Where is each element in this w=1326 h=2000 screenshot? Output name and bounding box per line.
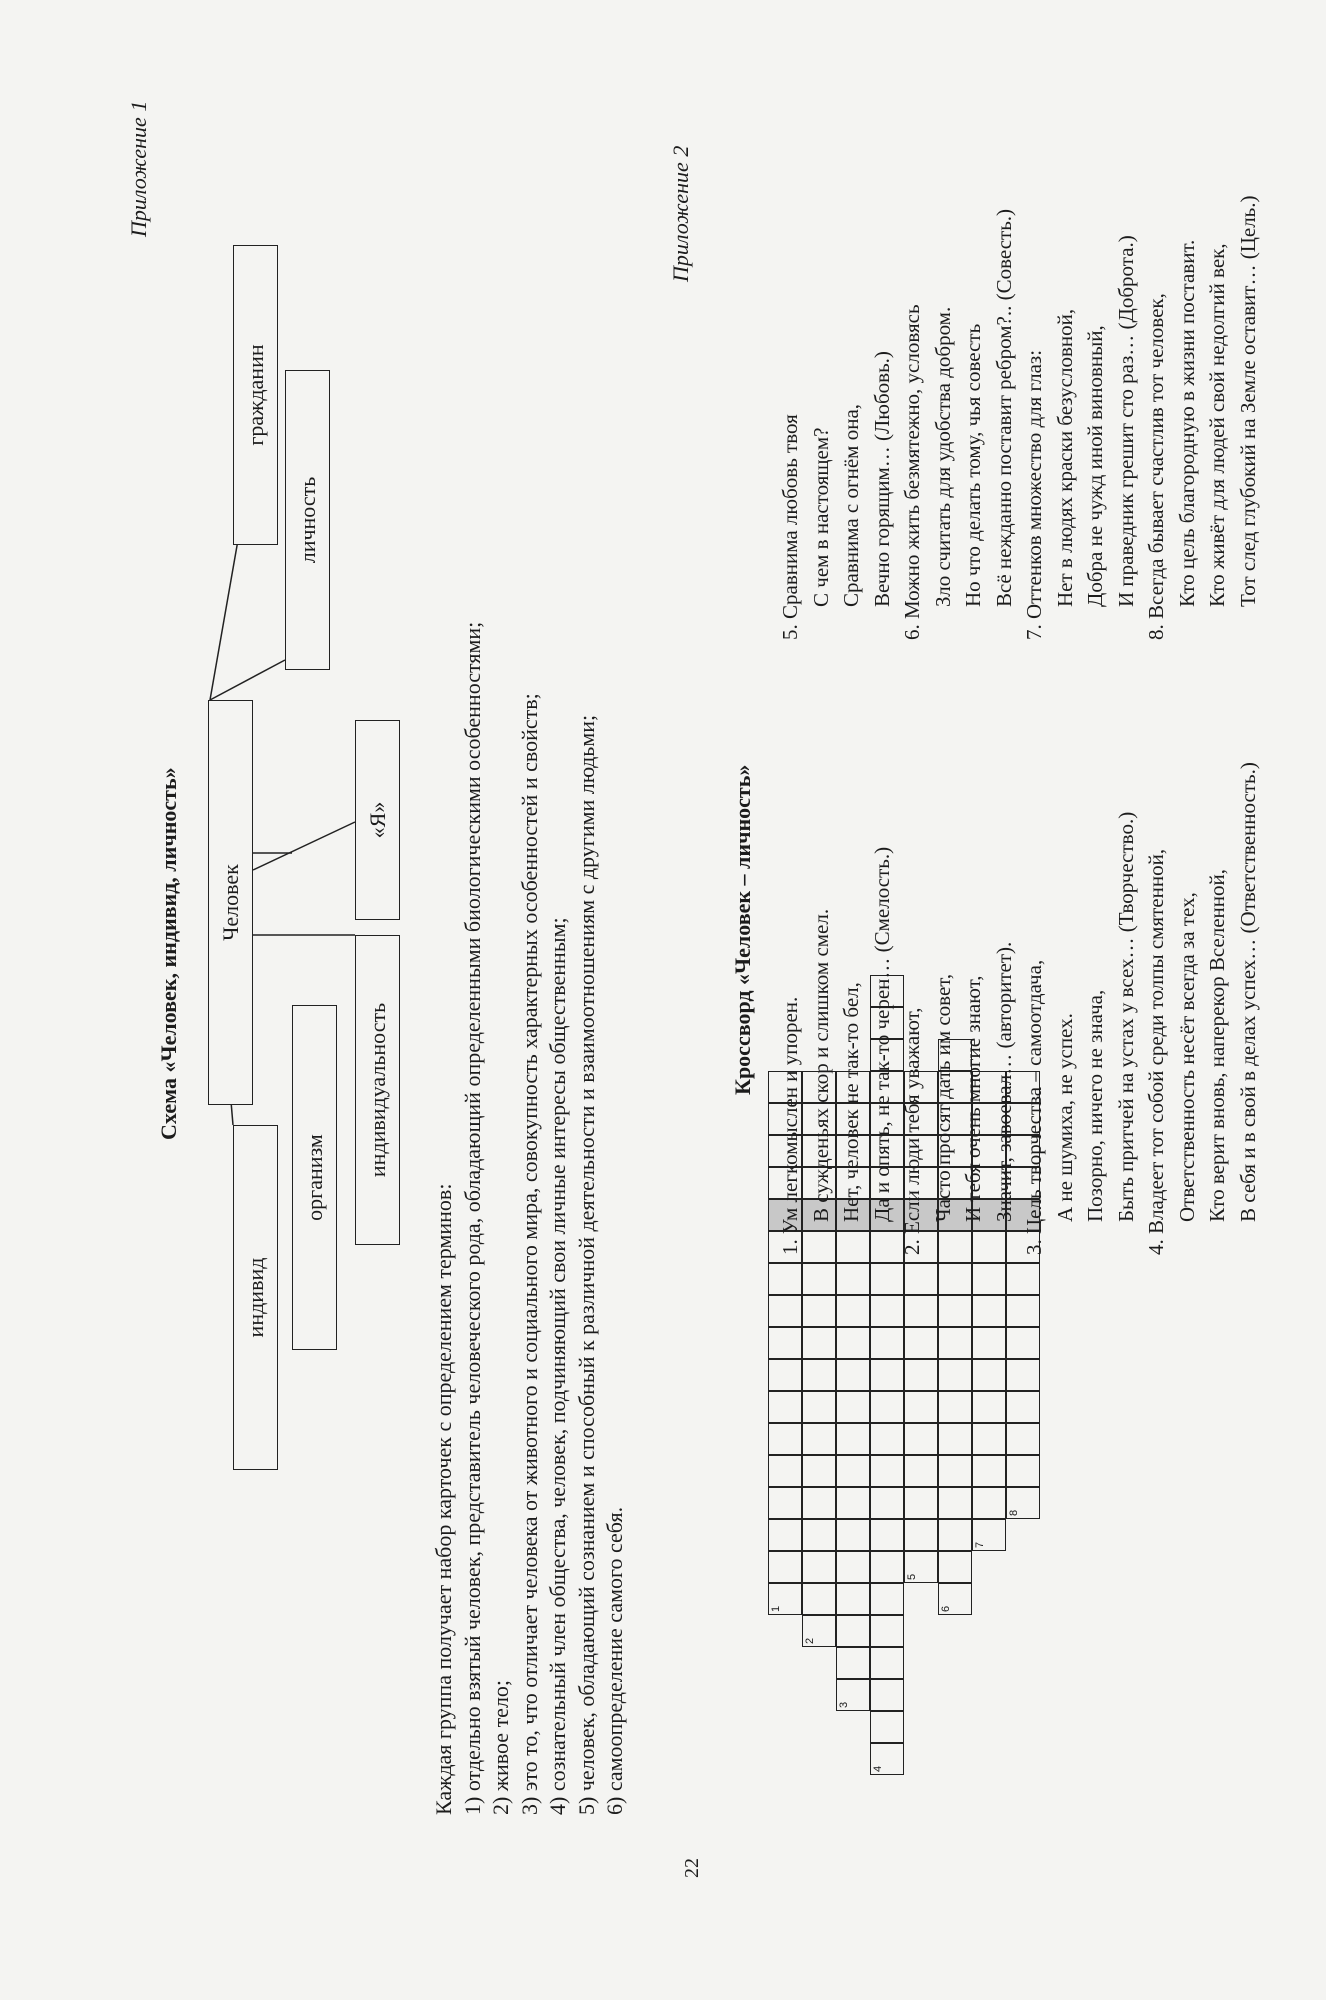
crossword-cell [802,1391,836,1423]
poem-line: В сужденьях скор и слишком смел. [808,908,833,1222]
crossword-cell [1006,1423,1040,1455]
crossword-cell [768,1487,802,1519]
poem-line: Быть притчей на устах у всех… (Творчество.) [1113,811,1138,1222]
crossword-title: Кроссворд «Человек – личность» [730,764,755,1095]
crossword-cell [768,1423,802,1455]
crossword-cell [870,1551,904,1583]
poem-line: Но что делать тому, чья совесть [961,323,985,607]
scheme-box-ya: «Я» [355,720,400,920]
crossword-number: 1 [770,1605,782,1612]
crossword-cell [802,1423,836,1455]
crossword-number: 3 [838,1701,850,1708]
crossword-cell [972,1455,1006,1487]
poem-line: Кто верит вновь, наперекор Вселенной, [1205,868,1229,1222]
crossword-cell [802,1487,836,1519]
line-to-ya [253,822,355,870]
crossword-cell [904,1455,938,1487]
poem-line: 8. Всегда бывает счастлив тот человек, [1144,293,1168,640]
crossword-cell [870,1359,904,1391]
crossword-cell [768,1263,802,1295]
crossword-cell [972,1487,1006,1519]
poem-line: Часто просят дать им совет, [930,973,955,1222]
crossword-cell [1006,1455,1040,1487]
crossword-cell [870,1487,904,1519]
crossword-cell [938,1551,972,1583]
poem-line: Добра не чужд иной виновный, [1083,325,1107,607]
crossword-cell [904,1391,938,1423]
crossword-cell [802,1295,836,1327]
crossword-cell [904,1263,938,1295]
crossword-cell [938,1359,972,1391]
poem-line: Ответственность несёт всегда за тех, [1174,892,1199,1222]
crossword-cell [836,1359,870,1391]
crossword-number: 4 [872,1765,884,1772]
crossword-cell [836,1263,870,1295]
poem-line: Зло считать для удобства добром. [930,306,955,607]
crossword-cell [768,1327,802,1359]
crossword-cell [768,1455,802,1487]
poem-line: Тот след глубокий на Земле оставит… (Цель.) [1235,195,1260,607]
crossword-cell [836,1295,870,1327]
crossword-cell [972,1391,1006,1423]
line-to-grazhdanin [210,540,238,700]
poem-line: В себя и в свой в делах успех… (Ответственность.) [1235,762,1260,1222]
crossword-cell [870,1327,904,1359]
crossword-cell [870,1391,904,1423]
poem-line: Да и опять, не так-то черен… (Смелость.) [869,846,894,1222]
poem-line: И праведник грешит сто раз… (Доброта.) [1113,235,1138,607]
crossword-cell [802,1263,836,1295]
poem-line: 5. Сравнима любовь твоя [778,414,802,640]
crossword-cell [904,1295,938,1327]
intro-definitions [430,622,630,1815]
poem-line: Нет, человек не так-то бел, [839,982,863,1222]
appendix-1-label: Приложение 1 [126,100,151,237]
poem-line: С чем в настоящем? [808,427,833,607]
crossword-cell [836,1423,870,1455]
crossword-cell [904,1359,938,1391]
crossword-cell [904,1327,938,1359]
crossword-cell [870,1263,904,1295]
crossword-cell [802,1455,836,1487]
crossword-cell [870,1519,904,1551]
poem-line: Позорно, ничего не значa, [1083,989,1107,1222]
poem-line: Всё нежданно поставит ребром?.. (Совесть.) [991,208,1016,607]
poem-line: Сравнима с огнём она, [839,403,863,607]
poem-line: Значит, завоевал… (авторитет). [991,941,1016,1222]
crossword-cell [972,1359,1006,1391]
crossword-cell [972,1263,1006,1295]
crossword-cell [870,1583,904,1615]
crossword-cell [768,1391,802,1423]
crossword-cell [938,1487,972,1519]
definition-5: 5) человек, обладающий сознанием и способный к различной деятельности и взаимоотношениям с другими людьми; [573,714,599,1815]
crossword-cell [836,1327,870,1359]
crossword-cell [836,1487,870,1519]
poem-line: 6. Можно жить безмятежно, условясь [900,304,924,640]
crossword-number: 7 [974,1541,986,1548]
poem-line: 1. Ум легкомыслен и упорен. [778,996,802,1255]
crossword-cell [802,1583,836,1615]
crossword-cell [938,1391,972,1423]
poems-left [775,762,1263,1255]
crossword-cell [938,1455,972,1487]
crossword-cell [870,1423,904,1455]
line-to-lichnost [210,660,285,700]
crossword-cell [938,1295,972,1327]
crossword-cell [836,1615,870,1647]
crossword-cell [972,1327,1006,1359]
crossword-cell [904,1487,938,1519]
crossword-cell [904,1423,938,1455]
poem-line: Нет в людях краски безусловной, [1052,308,1077,607]
crossword-cell [1006,1263,1040,1295]
crossword-cell [870,1295,904,1327]
scheme-box-grazhdanin: гражданин [233,245,278,545]
crossword-cell [836,1583,870,1615]
crossword-cell [836,1551,870,1583]
crossword-cell [972,1423,1006,1455]
poem-line: 2. Если люди тебя уважают, [900,1007,924,1255]
crossword-cell [768,1359,802,1391]
definition-4: 4) сознательный член общества, человек, подчиняющий свои личные интересы общественным; [545,917,570,1815]
poem-line: 4. Владеет тот собой среди толпы смятенной, [1144,848,1168,1255]
crossword-cell [1006,1295,1040,1327]
crossword-number: 2 [804,1637,816,1644]
scheme-box-organism: организм [292,1005,337,1350]
poem-line: И тебя очень многие знают, [961,975,985,1222]
poem-line: 7. Оттенков множество для глаз: [1022,349,1046,640]
crossword-cell [938,1423,972,1455]
crossword-cell [870,1455,904,1487]
poem-line: Вечно горящим… (Любовь.) [869,351,894,607]
crossword-cell [1006,1391,1040,1423]
scheme-title: Схема «Человек, индивид, личность» [156,767,181,1140]
crossword-cell [1006,1359,1040,1391]
scheme-box-chelovek: Человек [208,700,253,1105]
appendix-2-label: Приложение 2 [668,145,693,282]
crossword-cell [870,1647,904,1679]
crossword-cell [768,1519,802,1551]
poem-line: Кто живёт для людей свой недолгий век, [1205,243,1229,607]
scheme-box-lichnost: личность [285,370,330,670]
page-number: 22 [681,1858,703,1878]
crossword-number: 6 [940,1605,952,1612]
crossword-cell [836,1455,870,1487]
crossword-cell [802,1551,836,1583]
crossword-cell [870,1679,904,1711]
poem-line: Кто цель благородную в жизни поставит. [1174,239,1199,607]
crossword-cell [972,1295,1006,1327]
crossword-cell [802,1327,836,1359]
crossword-cell [802,1519,836,1551]
crossword-cell [938,1519,972,1551]
definition-3: 3) это то, что отличает человека от животного и социального мира, совокупность характерных особенностей и свойств; [516,693,542,1815]
crossword-cell [938,1327,972,1359]
crossword-cell [938,1263,972,1295]
crossword-cell [836,1391,870,1423]
definition-1: 1) отдельно взятый человек, представитель человеческого рода, обладающий определенными биологическими особенностями; [459,621,485,1815]
crossword-cell [870,1711,904,1743]
intro-heading: Каждая группа получает набор карточек с определением терминов: [431,1183,456,1815]
crossword-cell [768,1295,802,1327]
crossword-cell [836,1519,870,1551]
crossword-cell [904,1519,938,1551]
crossword-cell [870,1615,904,1647]
crossword-number: 8 [1008,1509,1020,1516]
crossword-number: 5 [906,1573,918,1580]
definition-2: 2) живое тело; [488,1679,513,1815]
poem-line: А не шумиха, не успех. [1052,1013,1077,1222]
definition-6: 6) самоопределение самого себя. [602,1506,627,1815]
crossword-cell [768,1551,802,1583]
poems-right [775,196,1263,641]
scheme-box-individ: индивид [233,1125,278,1470]
poem-line: 3. Цель творчества – самоотдача, [1022,959,1046,1255]
crossword-cell [836,1647,870,1679]
scheme-box-individualnost: индивидуальность [355,935,400,1245]
crossword-cell [1006,1327,1040,1359]
crossword-cell [802,1359,836,1391]
